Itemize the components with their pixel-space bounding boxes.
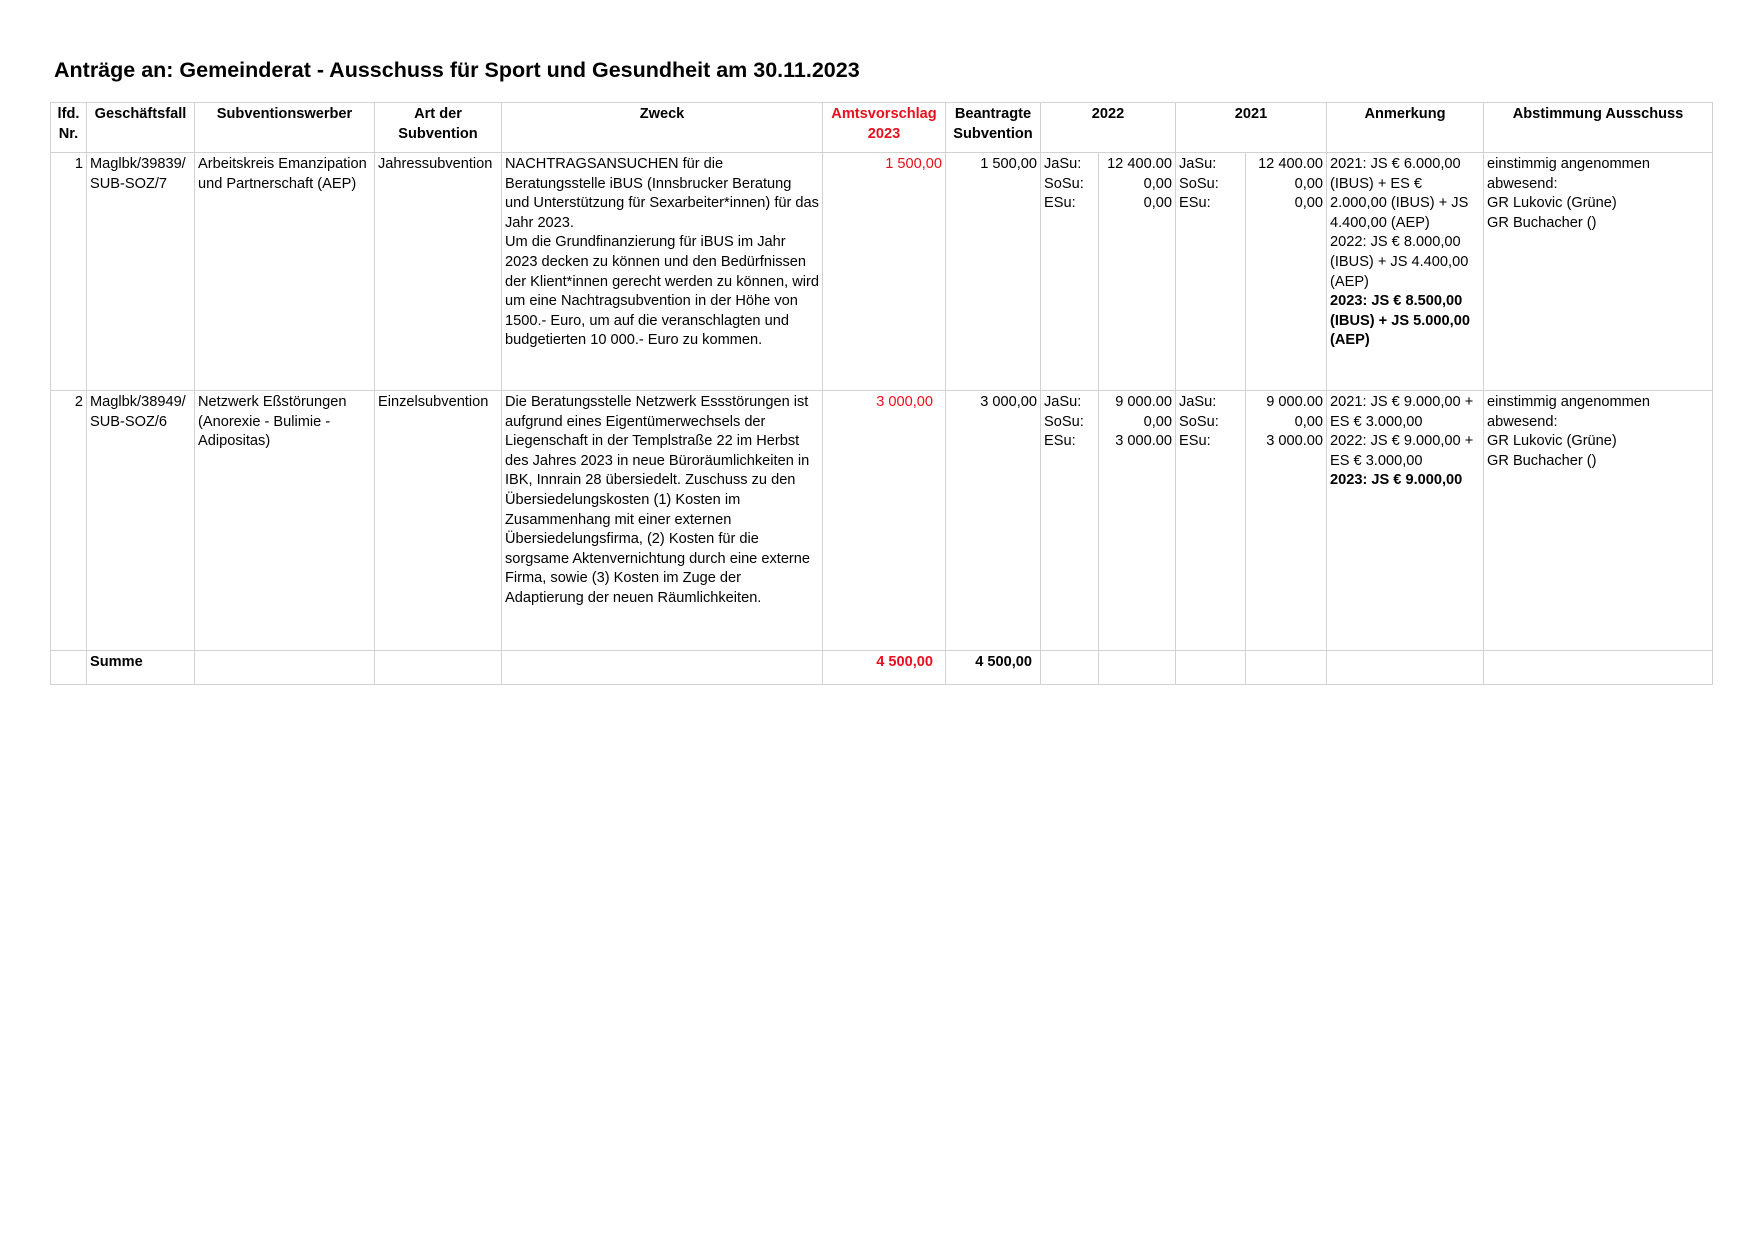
row-2021-values <box>1246 391 1327 651</box>
row-geschaeftsfall: Maglbk/38949/ SUB-SOZ/6 <box>87 391 195 651</box>
row-beantragte: 3 000,00 <box>946 391 1041 651</box>
row-2022-labels <box>1041 153 1099 391</box>
label-sosu: SoSu: <box>1179 413 1219 430</box>
value-jasu: 12 400.00 <box>1258 156 1323 172</box>
summe-beantragte: 4 500,00 <box>946 651 1041 685</box>
table-row <box>51 391 1713 651</box>
label-sosu: SoSu: <box>1179 175 1219 192</box>
summe-amtsvorschlag: 4 500,00 <box>823 651 946 685</box>
value-esu: 0,00 <box>1143 195 1172 212</box>
value-sosu: 0,00 <box>1143 175 1172 192</box>
row-zweck: NACHTRAGSANSUCHEN für die Beratungsstelle iBUS (Innsbrucker Beratung und Unterstützung für Sexarbeiter*innen) für das Jahr 2023. Um die Grundfinanzierung für iBUS im Jahr 2023 decken zu können und den Bedürfnissen der Klient*innen gerecht werden zu können, wird um eine Nachtragsubvention in der Höhe von 1500.- Euro, um auf die veranschlagten und budgetierten 10 000.- Euro zu kommen. <box>502 153 823 391</box>
summe-empty <box>1246 651 1327 685</box>
row-nr: 2 <box>51 391 87 651</box>
summe-row <box>51 651 1713 685</box>
header-beantragte: Beantragte Subvention <box>946 103 1041 153</box>
label-esu: ESu: <box>1179 195 1211 212</box>
row-subventionswerber: Netzwerk Eßstörungen (Anorexie - Bulimie - Adipositas) <box>195 391 375 651</box>
summe-empty <box>502 651 823 685</box>
row-beantragte: 1 500,00 <box>946 153 1041 391</box>
value-jasu: 12 400.00 <box>1107 156 1172 172</box>
summe-empty <box>1176 651 1246 685</box>
label-jasu: JaSu: <box>1044 156 1082 172</box>
summe-empty <box>1041 651 1099 685</box>
anmerkung-text: 2021: JS € 9.000,00 + ES € 3.000,00 2022: JS € 9.000,00 + ES € 3.000,00 <box>1330 394 1474 469</box>
row-zweck: Die Beratungsstelle Netzwerk Essstörungen ist aufgrund eines Eigentümerwechsels der Liegenschaft in der Templstraße 22 im Herbst des Jahres 2023 in neue Büroräumlichkeiten in IBK, Innrain 28 übersiedelt. Zuschuss zu den Übersiedelungskosten (1) Kosten im Zusammenhang mit einer externen Übersiedelungsfirma, (2) Kosten für die sorgsame Aktenvernichtung durch eine externe Firma, sowie (3) Kosten im Zuge der Adaptierung der neuen Räumlichkeiten. <box>502 391 823 651</box>
value-esu: 0,00 <box>1294 195 1323 212</box>
summe-empty <box>1099 651 1176 685</box>
row-2021-labels <box>1176 391 1246 651</box>
row-amtsvorschlag: 3 000,00 <box>823 391 946 651</box>
value-sosu: 0,00 <box>1143 413 1172 430</box>
value-esu: 3 000.00 <box>1266 433 1323 450</box>
table-row <box>51 153 1713 391</box>
row-nr: 1 <box>51 153 87 391</box>
row-2021-labels <box>1176 153 1246 391</box>
anmerkung-text: 2021: JS € 6.000,00 (IBUS) + ES € 2.000,00 (IBUS) + JS 4.400,00 (AEP) 2022: JS € 8.000,00 (IBUS) + JS 4.400,00 (AEP) <box>1330 156 1469 290</box>
anmerkung-current: 2023: JS € 8.500,00 (IBUS) + JS 5.000,00 (AEP) <box>1330 293 1470 349</box>
subsidy-table <box>50 102 1713 685</box>
summe-empty <box>195 651 375 685</box>
label-esu: ESu: <box>1044 195 1076 212</box>
header-2022: 2022 <box>1041 103 1176 153</box>
row-art: Einzelsubvention <box>375 391 502 651</box>
row-abstimmung: einstimmig angenommen abwesend: GR Lukovic (Grüne) GR Buchacher () <box>1484 391 1713 651</box>
value-sosu: 0,00 <box>1294 175 1323 192</box>
page-title: Anträge an: Gemeinderat - Ausschuss für Sport und Gesundheit am 30.11.2023 <box>54 58 860 82</box>
row-amtsvorschlag: 1 500,00 <box>823 153 946 391</box>
summe-label: Summe <box>87 651 195 685</box>
summe-empty <box>1484 651 1713 685</box>
summe-empty <box>1327 651 1484 685</box>
summe-empty-nr <box>51 651 87 685</box>
label-sosu: SoSu: <box>1044 175 1084 192</box>
value-jasu: 9 000.00 <box>1115 394 1172 410</box>
header-row <box>51 103 1713 153</box>
row-2022-values <box>1099 391 1176 651</box>
label-esu: ESu: <box>1179 433 1211 450</box>
row-2022-labels <box>1041 391 1099 651</box>
anmerkung-current: 2023: JS € 9.000,00 <box>1330 472 1463 489</box>
row-2022-values <box>1099 153 1176 391</box>
value-jasu: 9 000.00 <box>1266 394 1323 410</box>
row-anmerkung <box>1327 153 1484 391</box>
label-sosu: SoSu: <box>1044 413 1084 430</box>
label-esu: ESu: <box>1044 433 1076 450</box>
row-2021-values <box>1246 153 1327 391</box>
label-jasu: JaSu: <box>1179 394 1217 410</box>
header-anmerkung: Anmerkung <box>1327 103 1484 153</box>
label-jasu: JaSu: <box>1179 156 1217 172</box>
header-geschaeftsfall: Geschäftsfall <box>87 103 195 153</box>
label-jasu: JaSu: <box>1044 394 1082 410</box>
row-art: Jahressubvention <box>375 153 502 391</box>
row-geschaeftsfall: Maglbk/39839/ SUB-SOZ/7 <box>87 153 195 391</box>
header-2021: 2021 <box>1176 103 1327 153</box>
header-zweck: Zweck <box>502 103 823 153</box>
summe-empty <box>375 651 502 685</box>
value-sosu: 0,00 <box>1294 413 1323 430</box>
value-esu: 3 000.00 <box>1115 433 1172 450</box>
header-art: Art der Subvention <box>375 103 502 153</box>
header-nr: lfd. Nr. <box>51 103 87 153</box>
header-subventionswerber: Subventionswerber <box>195 103 375 153</box>
row-anmerkung <box>1327 391 1484 651</box>
header-amtsvorschlag: Amtsvorschlag 2023 <box>823 103 946 153</box>
row-abstimmung: einstimmig angenommen abwesend: GR Lukovic (Grüne) GR Buchacher () <box>1484 153 1713 391</box>
row-subventionswerber: Arbeitskreis Emanzipation und Partnerschaft (AEP) <box>195 153 375 391</box>
header-abstimmung: Abstimmung Ausschuss <box>1484 103 1713 153</box>
